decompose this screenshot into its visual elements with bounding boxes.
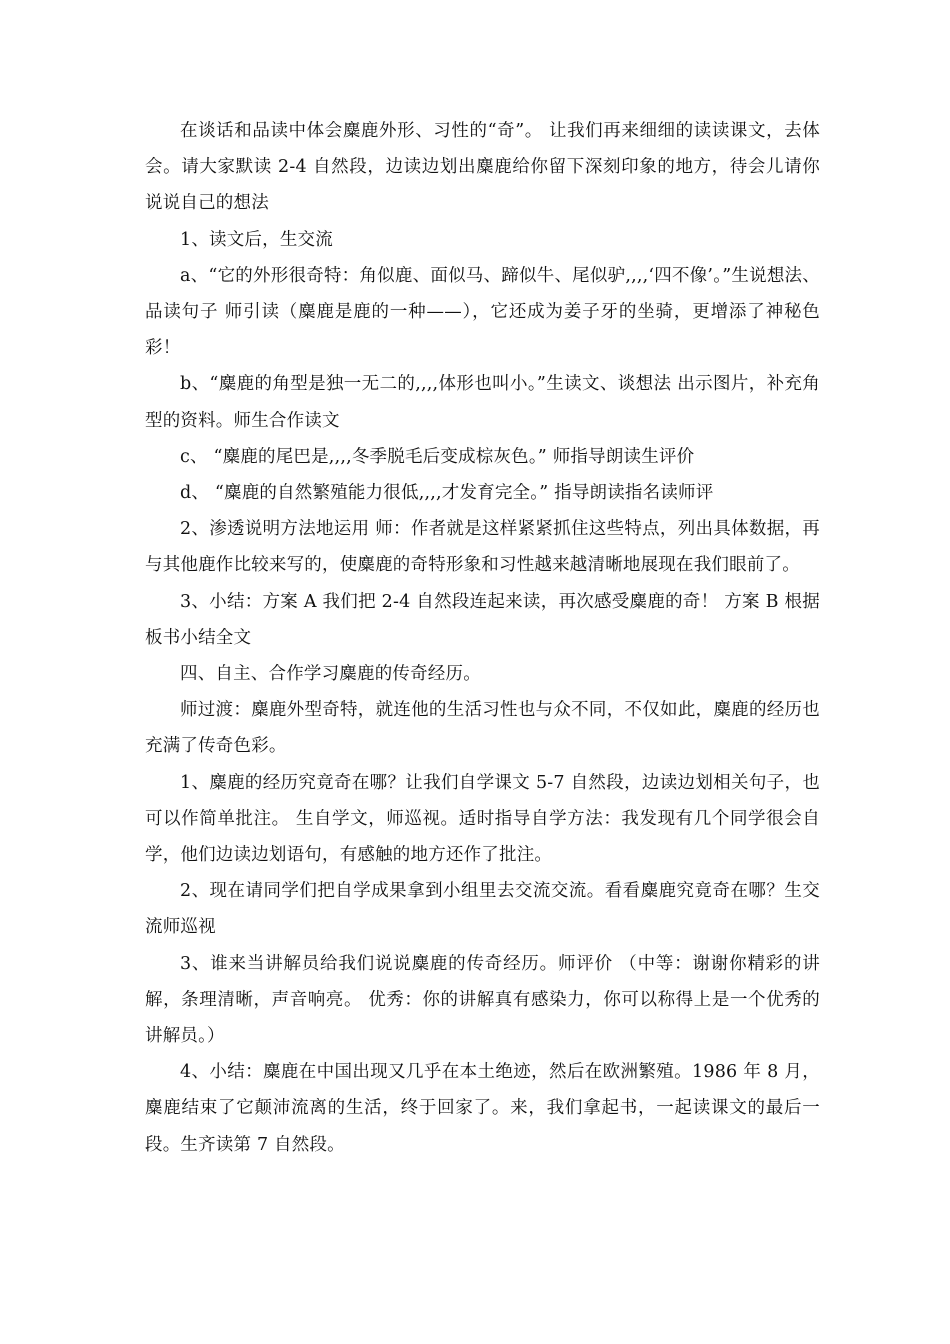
paragraph-item-a: a、“它的外形很奇特：角似鹿、面似马、蹄似牛、尾似驴,,,,‘四不像’。”生说想法、品读句子 师引读（麋鹿是鹿的一种——），它还成为姜子牙的坐骑，更增添了神秘色彩！ <box>145 265 820 359</box>
paragraph-step-2: 2、渗透说明方法地运用 师：作者就是这样紧紧抓住这些特点，列出具体数据，再与其他鹿作比较来写的，使麋鹿的奇特形象和习性越来越清晰地展现在我们眼前了。 <box>145 519 820 576</box>
document-body <box>145 113 820 1163</box>
paragraph-step-1: 1、读文后，生交流 <box>180 229 333 250</box>
paragraph-step-3: 3、小结：方案 A 我们把 2-4 自然段连起来读，再次感受麋鹿的奇！ 方案 B 根据板书小结全文 <box>145 591 820 648</box>
paragraph-intro: 在谈话和品读中体会麋鹿外形、习性的“奇”。 让我们再来细细的读读课文，去体会。请大家默读 2-4 自然段，边读边划出麋鹿给你留下深刻印象的地方，待会儿请你说说自己的想法 <box>145 121 820 214</box>
paragraph-section4-step-1: 1、麋鹿的经历究竟奇在哪？让我们自学课文 5-7 自然段，边读边划相关句子，也可以作简单批注。 生自学文，师巡视。适时指导自学方法：我发现有几个同学很会自学，他们边读边划语句，有感触的地方还作了批注。 <box>145 772 820 866</box>
section-heading-4: 四、自主、合作学习麋鹿的传奇经历。 <box>180 664 481 685</box>
paragraph-item-b: b、“麋鹿的角型是独一无二的,,,,体形也叫小。”生读文、谈想法 出示图片，补充角型的资料。师生合作读文 <box>145 374 820 431</box>
paragraph-section4-step-2: 2、现在请同学们把自学成果拿到小组里去交流交流。看看麋鹿究竟奇在哪？生交流师巡视 <box>145 881 820 938</box>
paragraph-section4-step-4: 4、小结：麋鹿在中国出现又几乎在本土绝迹，然后在欧洲繁殖。1986 年 8 月，麋鹿结束了它颠沛流离的生活，终于回家了。来，我们拿起书，一起读课文的最后一段。生齐读第 7 自然段。 <box>145 1062 820 1155</box>
paragraph-item-d: d、 “麋鹿的自然繁殖能力很低,,,,才发育完全。” 指导朗读指名读师评 <box>180 483 714 504</box>
paragraph-section4-step-3: 3、谁来当讲解员给我们说说麋鹿的传奇经历。师评价 （中等：谢谢你精彩的讲解，条理清晰，声音响亮。 优秀：你的讲解真有感染力，你可以称得上是一个优秀的讲解员。） <box>145 953 820 1047</box>
paragraph-item-c: c、 “麋鹿的尾巴是,,,,冬季脱毛后变成棕灰色。” 师指导朗读生评价 <box>180 446 695 467</box>
paragraph-transition: 师过渡：麋鹿外型奇特，就连他的生活习性也与众不同，不仅如此，麋鹿的经历也充满了传奇色彩。 <box>145 700 820 757</box>
